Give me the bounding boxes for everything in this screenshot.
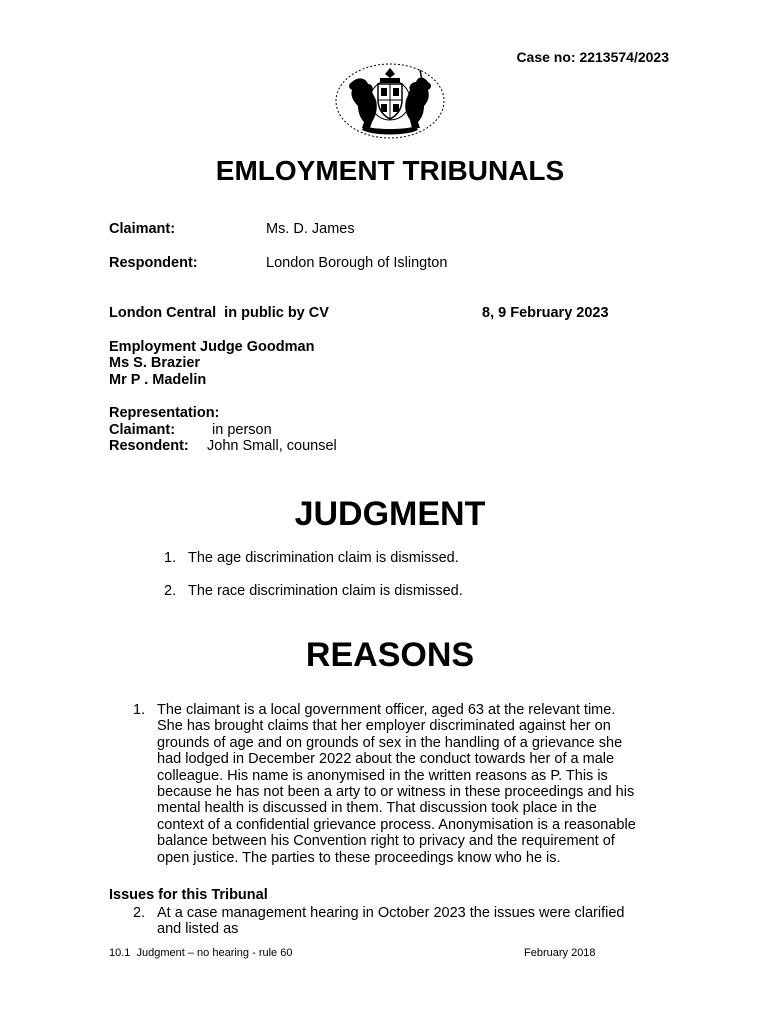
paragraph-line: because he has not been a arty to or witness in these proceedings and his bbox=[157, 784, 635, 801]
paragraph-line: The claimant is a local government officer, aged 63 at the relevant time. bbox=[157, 702, 616, 718]
paragraph-line: mental health is discussed in them. That discussion took place in the bbox=[157, 800, 597, 817]
paragraph-line: had lodged in December 2022 about the conduct towards her of a male bbox=[157, 751, 615, 768]
rep-claimant-value: in person bbox=[212, 422, 272, 438]
footer-left: 10.1 Judgment – no hearing - rule 60 bbox=[109, 947, 293, 959]
judgment-item-number: 1. bbox=[164, 550, 177, 566]
claimant-value: Ms. D. James bbox=[266, 221, 355, 237]
panel-member: Mr P . Madelin bbox=[109, 371, 207, 388]
paragraph-line: open justice. The parties to these proceedings know who he is. bbox=[157, 849, 561, 866]
judgment-heading: JUDGMENT bbox=[294, 495, 486, 533]
reasons-paragraph-2 bbox=[133, 905, 678, 938]
case-number: Case no: 2213574/2023 bbox=[516, 49, 669, 65]
judgment-item-text: The race discrimination claim is dismissed. bbox=[188, 583, 463, 599]
paragraph-line: balance between his Convention right to privacy and the requirement of bbox=[157, 833, 615, 850]
issues-heading: Issues for this Tribunal bbox=[109, 887, 268, 903]
panel-judge: Employment Judge Goodman bbox=[109, 339, 315, 355]
rep-claimant-label: Claimant: bbox=[109, 422, 176, 438]
panel-list bbox=[109, 339, 314, 388]
representation-heading: Representation: bbox=[109, 405, 220, 421]
tribunal-title: EMLOYMENT TRIBUNALS bbox=[215, 155, 565, 186]
reasons-paragraph-1 bbox=[133, 702, 678, 866]
rep-respondent-value: John Small, counsel bbox=[207, 438, 337, 454]
paragraph-line: context of a confidential grievance process. Anonymisation is a reasonable bbox=[157, 816, 636, 833]
paragraph-number: 2. bbox=[133, 905, 146, 921]
royal-coat-of-arms-icon bbox=[334, 62, 446, 140]
paragraph-line: colleague. His name is anonymised in the written reasons as P. This is bbox=[157, 767, 608, 784]
hearing-venue: London Central in public by CV bbox=[109, 305, 329, 321]
claimant-label: Claimant: bbox=[109, 221, 176, 237]
paragraph-number: 1. bbox=[133, 702, 146, 718]
hearing-dates: 8, 9 February 2023 bbox=[482, 305, 609, 321]
paragraph-line: and listed as bbox=[157, 921, 239, 938]
footer-right: February 2018 bbox=[524, 947, 596, 959]
reasons-heading: REASONS bbox=[305, 636, 475, 674]
respondent-label: Respondent: bbox=[109, 255, 198, 271]
paragraph-line: At a case management hearing in October 2023 the issues were clarified bbox=[157, 905, 625, 921]
respondent-value: London Borough of Islington bbox=[266, 255, 448, 271]
judgment-item-number: 2. bbox=[164, 583, 177, 599]
panel-member: Ms S. Brazier bbox=[109, 355, 201, 372]
paragraph-line: grounds of age and on grounds of sex in the handling of a grievance she bbox=[157, 734, 623, 751]
rep-respondent-label: Resondent: bbox=[109, 438, 189, 454]
paragraph-line: She has brought claims that her employer discriminated against her on bbox=[157, 718, 611, 735]
judgment-item-text: The age discrimination claim is dismissed. bbox=[188, 550, 459, 566]
